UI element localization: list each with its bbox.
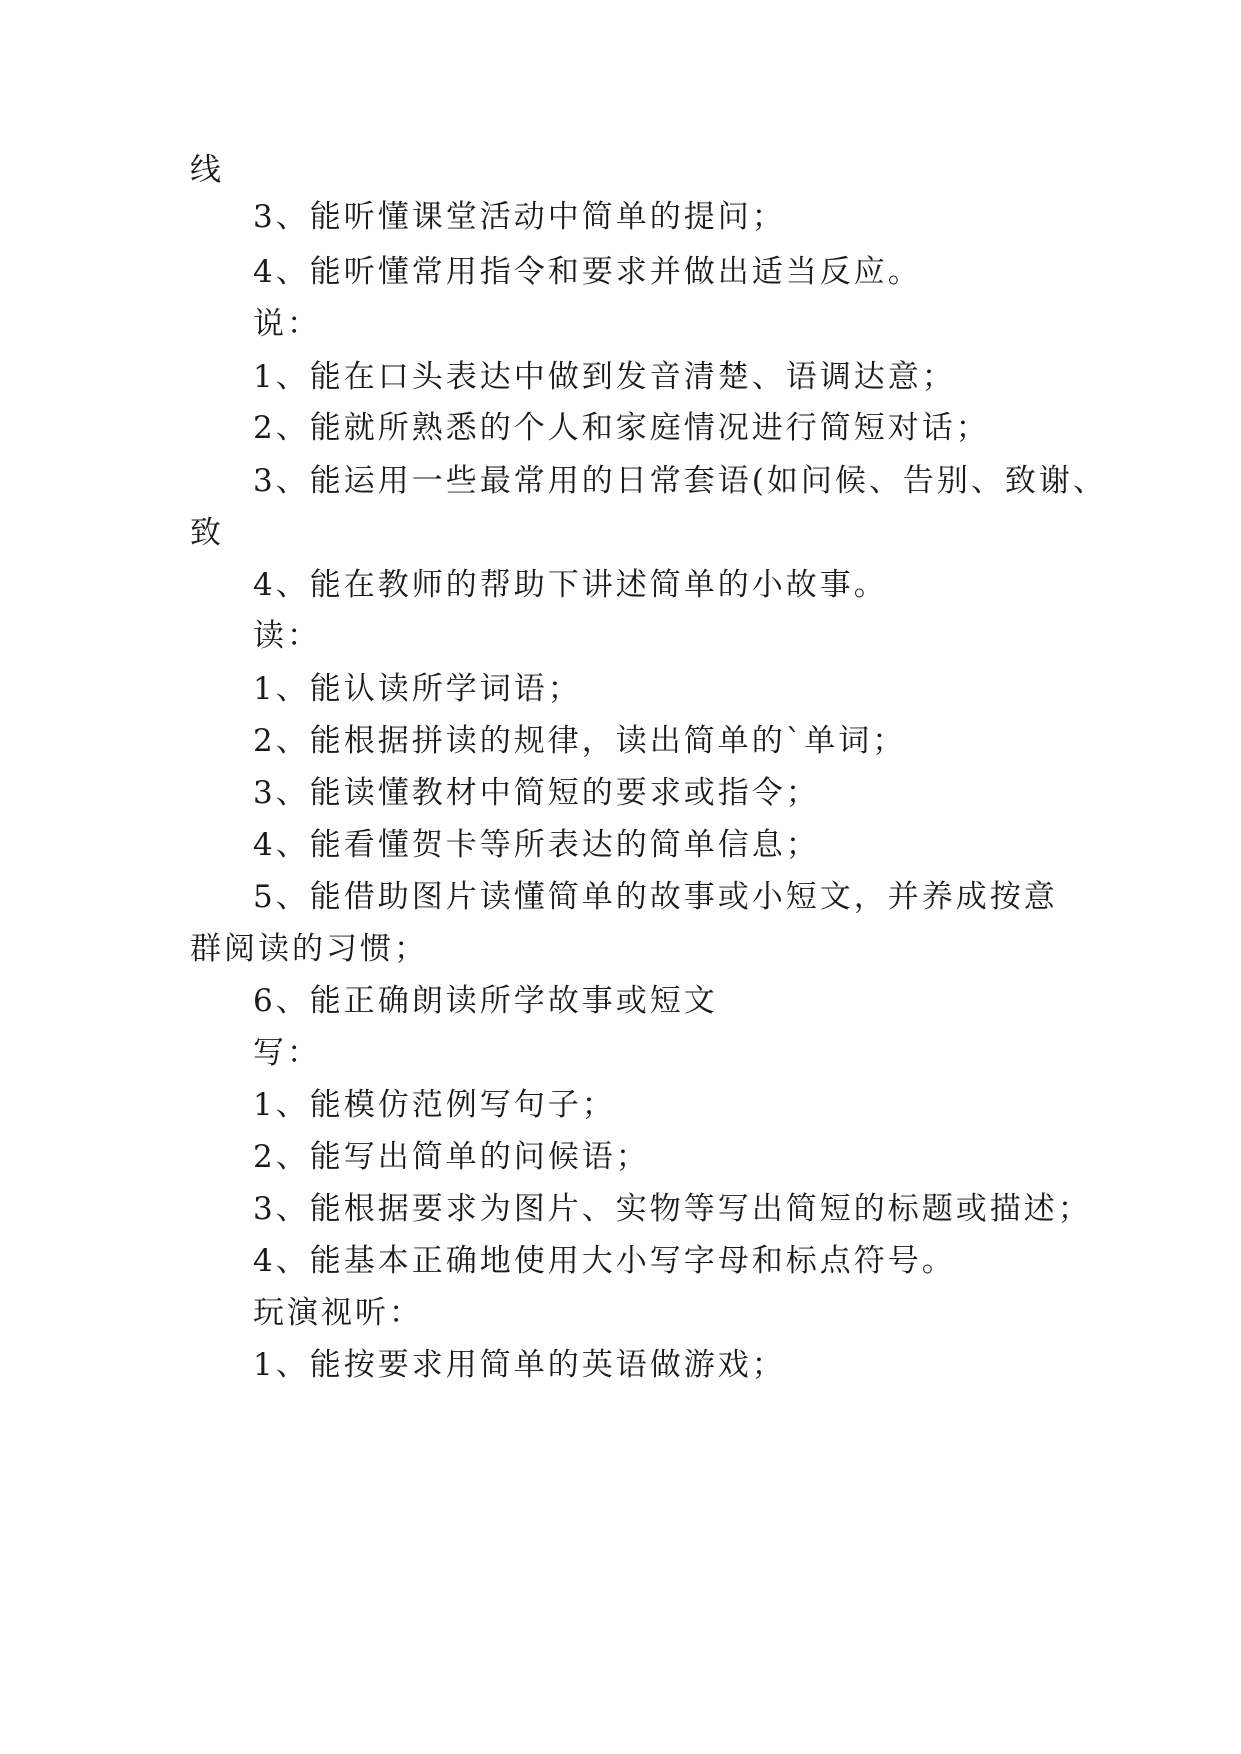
text-line-14: 4、能看懂贺卡等所表达的简单信息； <box>253 827 820 863</box>
text-line-19: 1、能模仿范例写句子； <box>253 1087 616 1123</box>
text-line-16: 群阅读的习惯； <box>190 931 428 967</box>
text-line-15: 5、能借助图片读懂简单的故事或小短文，并养成按意 <box>253 879 1058 915</box>
section-heading-speak: 说： <box>253 306 321 342</box>
text-line-11: 1、能认读所学词语； <box>253 671 582 707</box>
text-line-17: 6、能正确朗读所学故事或短文 <box>253 983 718 1019</box>
text-line-21: 3、能根据要求为图片、实物等写出简短的标题或描述； <box>253 1191 1092 1227</box>
text-line-13: 3、能读懂教材中简短的要求或指令； <box>253 775 820 811</box>
text-line-6: 2、能就所熟悉的个人和家庭情况进行简短对话； <box>253 410 990 446</box>
text-line-7: 3、能运用一些最常用的日常套语(如问候、告别、致谢、 <box>253 463 1107 499</box>
section-heading-write: 写： <box>253 1035 321 1071</box>
text-line-12: 2、能根据拼读的规律，读出简单的`单词； <box>253 723 907 759</box>
text-line-9: 4、能在教师的帮助下讲述简单的小故事。 <box>253 567 888 603</box>
section-heading-play: 玩演视听： <box>253 1295 423 1331</box>
text-line-20: 2、能写出简单的问候语； <box>253 1139 650 1175</box>
text-line-8: 致 <box>190 515 224 551</box>
text-line-5: 1、能在口头表达中做到发音清楚、语调达意； <box>253 359 956 395</box>
text-line-24: 1、能按要求用简单的英语做游戏； <box>253 1347 786 1383</box>
text-line-22: 4、能基本正确地使用大小写字母和标点符号。 <box>253 1243 956 1279</box>
text-line-1: 线 <box>190 152 224 188</box>
text-line-2: 3、能听懂课堂活动中简单的提问； <box>253 199 786 235</box>
text-line-3: 4、能听懂常用指令和要求并做出适当反应。 <box>253 254 922 290</box>
section-heading-read: 读： <box>253 618 321 654</box>
